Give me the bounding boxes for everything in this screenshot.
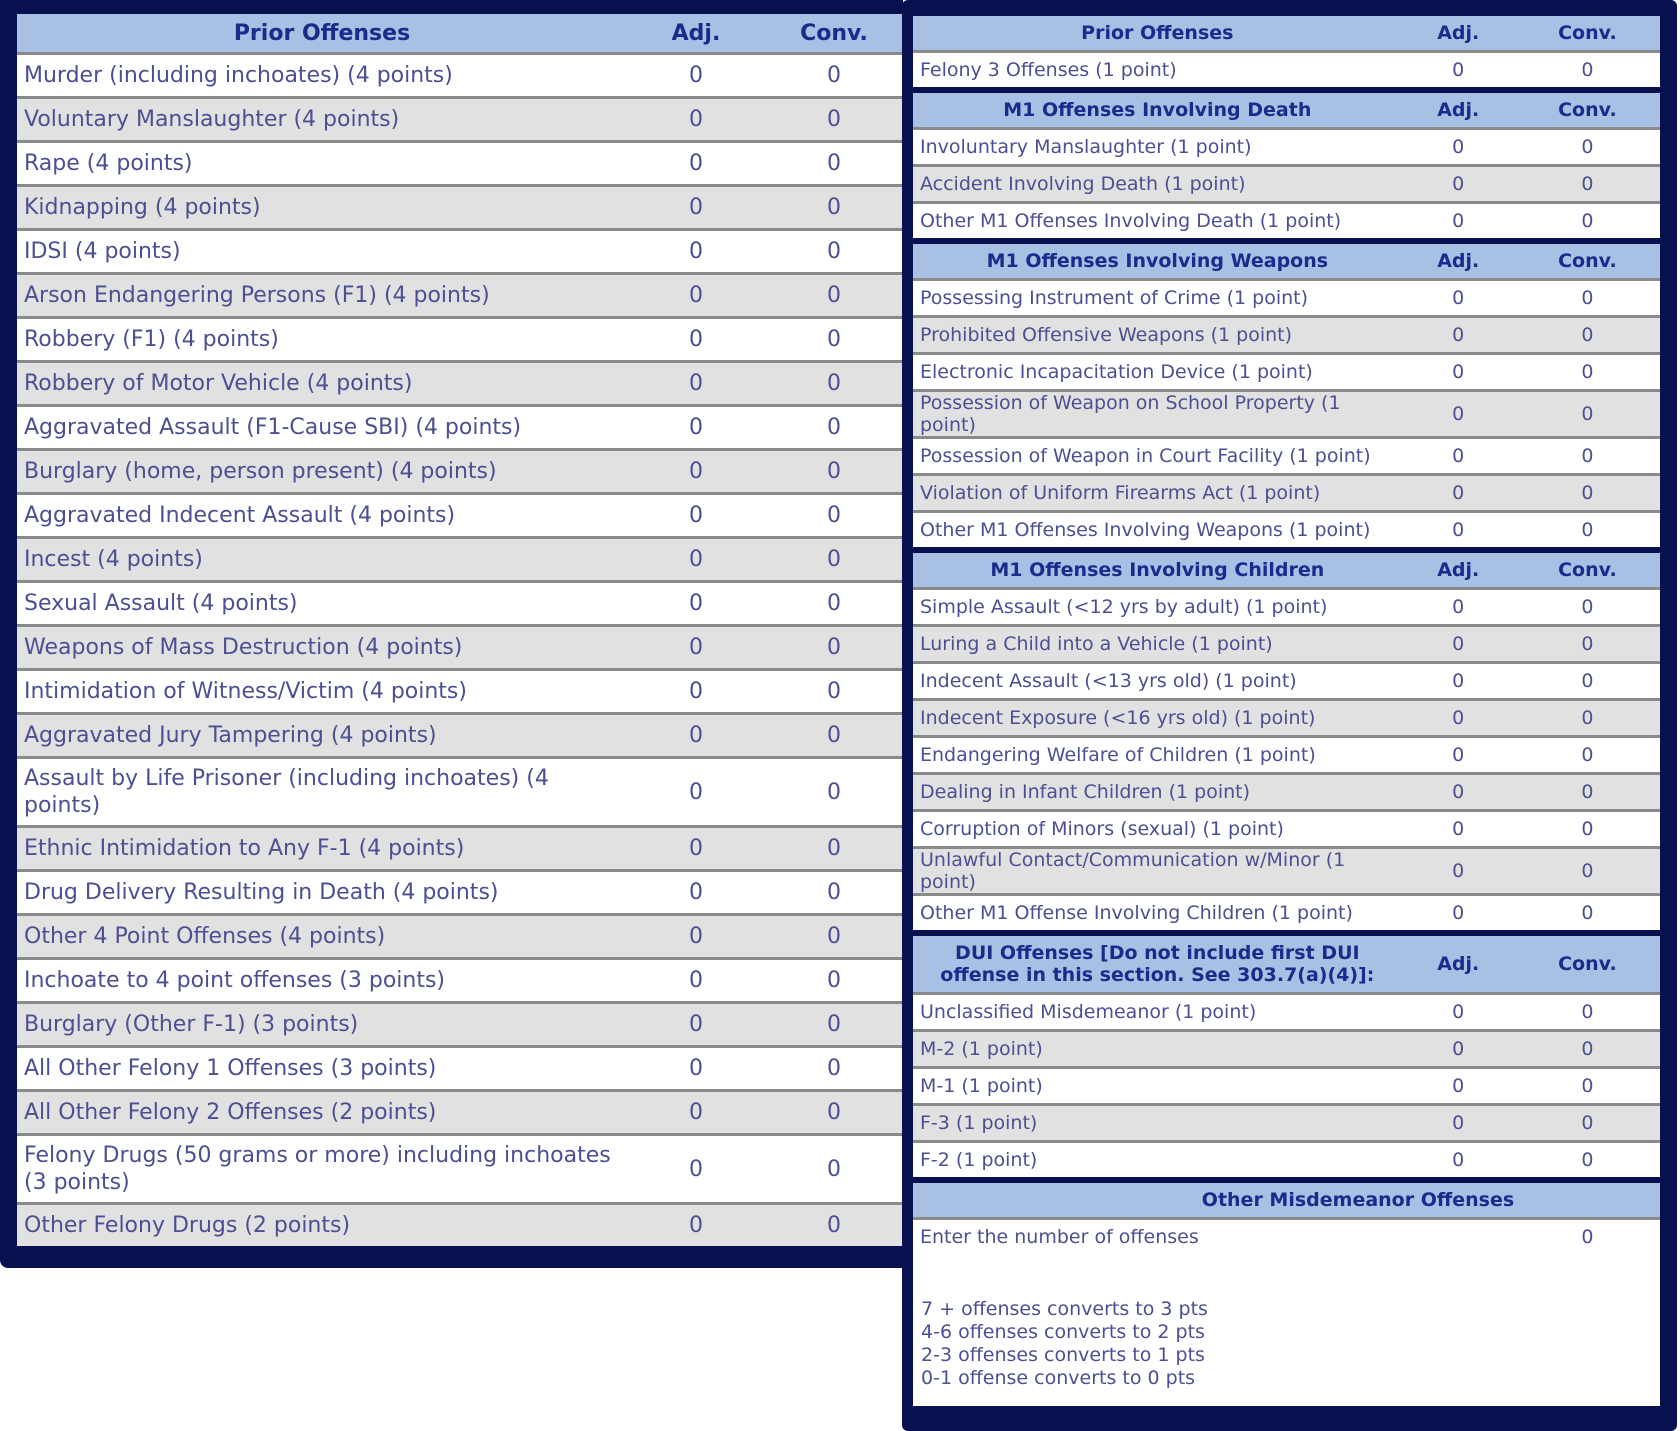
table-row: [913, 475, 1660, 512]
section-header: [913, 16, 1660, 52]
offense-label: Aggravated Assault (F1-Cause SBI) (4 points): [17, 406, 627, 450]
conv-value[interactable]: 0: [765, 714, 903, 758]
table-row: [913, 1068, 1660, 1105]
conv-value[interactable]: 0: [765, 1003, 903, 1047]
adj-value[interactable]: 0: [1402, 512, 1515, 548]
table-row: [17, 54, 903, 98]
conversion-note: 4-6 offenses converts to 2 pts: [921, 1321, 1205, 1343]
table-header: [17, 14, 903, 54]
offense-label: Felony Drugs (50 grams or more) including inchoates (3 points): [17, 1135, 627, 1204]
offense-label: All Other Felony 2 Offenses (2 points): [17, 1091, 627, 1135]
section-header: [913, 1183, 1660, 1219]
offense-label: Possessing Instrument of Crime (1 point): [913, 280, 1402, 317]
table-row: [17, 1047, 903, 1091]
adj-value[interactable]: 0: [1402, 317, 1515, 354]
conv-value[interactable]: 0: [765, 230, 903, 274]
offense-label: Incest (4 points): [17, 538, 627, 582]
adj-value[interactable]: 0: [627, 1091, 765, 1135]
conv-value[interactable]: 0: [765, 54, 903, 98]
left-panel: [0, 0, 903, 1268]
adj-value[interactable]: 0: [1402, 354, 1515, 391]
offense-label: Kidnapping (4 points): [17, 186, 627, 230]
offense-label: Simple Assault (<12 yrs by adult) (1 point): [913, 589, 1402, 626]
conv-value[interactable]: 0: [1515, 52, 1660, 88]
table-row: [913, 166, 1660, 203]
offense-label: Burglary (Other F-1) (3 points): [17, 1003, 627, 1047]
column-header-adj: Adj.: [627, 14, 765, 54]
offense-label: Electronic Incapacitation Device (1 point): [913, 354, 1402, 391]
column-header-offense: Prior Offenses: [17, 14, 627, 54]
adj-value[interactable]: 0: [627, 670, 765, 714]
offense-label: Other Felony Drugs (2 points): [17, 1204, 627, 1247]
section-title: M1 Offenses Involving Children: [913, 553, 1402, 589]
section-prior-offenses: [913, 16, 1660, 93]
offense-label: Unclassified Misdemeanor (1 point): [913, 994, 1402, 1031]
table-row: [17, 274, 903, 318]
offense-label: All Other Felony 1 Offenses (3 points): [17, 1047, 627, 1091]
conv-value[interactable]: 0: [765, 362, 903, 406]
conv-value[interactable]: 0: [1515, 811, 1660, 848]
table-row: [17, 915, 903, 959]
conv-value[interactable]: 0: [765, 1047, 903, 1091]
adj-value[interactable]: 0: [1402, 52, 1515, 88]
section-table: [913, 936, 1660, 1177]
table-row: [17, 494, 903, 538]
section-table: [913, 16, 1660, 87]
conv-value[interactable]: 0: [1515, 280, 1660, 317]
offense-label: Aggravated Indecent Assault (4 points): [17, 494, 627, 538]
adj-value[interactable]: 0: [627, 406, 765, 450]
section-table: [913, 244, 1660, 547]
adj-value[interactable]: 0: [627, 142, 765, 186]
offense-label: Unlawful Contact/Communication w/Minor (1 point): [913, 848, 1402, 895]
column-header-adj: Adj.: [1402, 553, 1515, 589]
offense-label: Possession of Weapon on School Property (1 point): [913, 391, 1402, 438]
adj-value[interactable]: 0: [627, 915, 765, 959]
adj-value[interactable]: 0: [1402, 626, 1515, 663]
adj-value[interactable]: 0: [627, 186, 765, 230]
offense-label: Robbery (F1) (4 points): [17, 318, 627, 362]
conv-value[interactable]: 0: [765, 959, 903, 1003]
table-row: [17, 582, 903, 626]
offense-label: Inchoate to 4 point offenses (3 points): [17, 959, 627, 1003]
adj-value[interactable]: 0: [1402, 589, 1515, 626]
adj-value[interactable]: 0: [627, 54, 765, 98]
column-header-adj: Adj.: [1402, 93, 1515, 129]
table-row: [17, 827, 903, 871]
table-row: [913, 774, 1660, 811]
adj-value[interactable]: 0: [627, 758, 765, 827]
conv-value[interactable]: 0: [1515, 203, 1660, 239]
adj-value[interactable]: 0: [1402, 811, 1515, 848]
conv-value[interactable]: 0: [765, 626, 903, 670]
conv-value[interactable]: 0: [765, 582, 903, 626]
offense-label: M-2 (1 point): [913, 1031, 1402, 1068]
table-row: [17, 670, 903, 714]
table-row: [17, 406, 903, 450]
conv-value[interactable]: 0: [765, 758, 903, 827]
conv-value[interactable]: 0: [765, 274, 903, 318]
conv-value[interactable]: 0: [765, 450, 903, 494]
adj-value[interactable]: 0: [627, 538, 765, 582]
offense-label: F-3 (1 point): [913, 1105, 1402, 1142]
table-row: [913, 811, 1660, 848]
conv-value[interactable]: 0: [1515, 1031, 1660, 1068]
table-row: [17, 98, 903, 142]
adj-value[interactable]: 0: [627, 98, 765, 142]
conv-value[interactable]: 0: [1515, 700, 1660, 737]
table-row: [913, 1031, 1660, 1068]
adj-value[interactable]: 0: [1402, 663, 1515, 700]
table-row: [913, 589, 1660, 626]
adj-value[interactable]: 0: [1402, 129, 1515, 166]
adj-value[interactable]: 0: [1402, 391, 1515, 438]
section-table: [913, 93, 1660, 238]
offense-label: Weapons of Mass Destruction (4 points): [17, 626, 627, 670]
conv-value[interactable]: 0: [765, 318, 903, 362]
table-row: [913, 737, 1660, 774]
conv-value[interactable]: 0: [1515, 391, 1660, 438]
conv-value[interactable]: 0: [765, 186, 903, 230]
conv-value[interactable]: 0: [1515, 1068, 1660, 1105]
table-row: [913, 129, 1660, 166]
conv-value[interactable]: 0: [765, 98, 903, 142]
conv-value[interactable]: 0: [1515, 994, 1660, 1031]
column-header-conv: Conv.: [765, 14, 903, 54]
offense-label: Voluntary Manslaughter (4 points): [17, 98, 627, 142]
table-row: [913, 848, 1660, 895]
offense-label: Felony 3 Offenses (1 point): [913, 52, 1402, 88]
table-row: [17, 230, 903, 274]
table-row: [913, 203, 1660, 239]
table-row: [913, 895, 1660, 931]
adj-value[interactable]: 0: [627, 274, 765, 318]
table-row: [17, 1204, 903, 1247]
adj-value[interactable]: 0: [1402, 895, 1515, 931]
offense-label: Arson Endangering Persons (F1) (4 points): [17, 274, 627, 318]
offense-label: Indecent Exposure (<16 yrs old) (1 point): [913, 700, 1402, 737]
section-header: [913, 244, 1660, 280]
table-row: [17, 538, 903, 582]
column-header-conv: Conv.: [1515, 553, 1660, 589]
table-row: [913, 663, 1660, 700]
column-header-conv: Conv.: [1515, 93, 1660, 129]
conversion-note: 2-3 offenses converts to 1 pts: [921, 1344, 1205, 1366]
adj-value[interactable]: 0: [627, 871, 765, 915]
offense-label: Prohibited Offensive Weapons (1 point): [913, 317, 1402, 354]
adj-value[interactable]: 0: [1402, 1142, 1515, 1178]
section-title: M1 Offenses Involving Weapons: [913, 244, 1402, 280]
conv-value[interactable]: 0: [765, 670, 903, 714]
table-row: [913, 438, 1660, 475]
table-row: [913, 994, 1660, 1031]
adj-value[interactable]: 0: [1402, 203, 1515, 239]
table-row: [17, 362, 903, 406]
adj-value[interactable]: 0: [627, 959, 765, 1003]
adj-value[interactable]: 0: [627, 1204, 765, 1247]
table-row: [17, 142, 903, 186]
column-header-adj: Adj.: [1402, 16, 1515, 52]
conv-value[interactable]: 0: [1515, 317, 1660, 354]
table-row: [17, 626, 903, 670]
conv-value[interactable]: 0: [1515, 166, 1660, 203]
table-row: [913, 626, 1660, 663]
offense-label: Murder (including inchoates) (4 points): [17, 54, 627, 98]
adj-value[interactable]: 0: [627, 494, 765, 538]
offense-label: Accident Involving Death (1 point): [913, 166, 1402, 203]
conv-value[interactable]: 0: [1515, 589, 1660, 626]
column-header-conv: Conv.: [1515, 16, 1660, 52]
adj-value[interactable]: 0: [627, 827, 765, 871]
conv-value[interactable]: 0: [765, 494, 903, 538]
conversion-note: 0-1 offense converts to 0 pts: [921, 1367, 1196, 1389]
section-title: M1 Offenses Involving Death: [913, 93, 1402, 129]
adj-value[interactable]: 0: [627, 1135, 765, 1204]
adj-value[interactable]: 0: [627, 230, 765, 274]
conv-value[interactable]: 0: [1515, 512, 1660, 548]
offense-label: Rape (4 points): [17, 142, 627, 186]
adj-value[interactable]: 0: [627, 318, 765, 362]
adj-value[interactable]: 0: [1402, 774, 1515, 811]
right-panel: [902, 0, 1677, 1431]
adj-value[interactable]: 0: [1402, 1068, 1515, 1105]
conv-value[interactable]: 0: [765, 915, 903, 959]
adj-value[interactable]: 0: [1402, 280, 1515, 317]
offense-label: Corruption of Minors (sexual) (1 point): [913, 811, 1402, 848]
section-m1-offenses-involving-children: [913, 553, 1660, 936]
section-table: [913, 1183, 1660, 1254]
table-row: [17, 186, 903, 230]
table-row: [913, 1105, 1660, 1142]
table-row: [17, 1091, 903, 1135]
offense-label: Indecent Assault (<13 yrs old) (1 point): [913, 663, 1402, 700]
offense-label: Aggravated Jury Tampering (4 points): [17, 714, 627, 758]
conv-value[interactable]: 0: [1515, 1142, 1660, 1178]
adj-value[interactable]: 0: [1402, 166, 1515, 203]
offense-label: Ethnic Intimidation to Any F-1 (4 points): [17, 827, 627, 871]
offense-label: Other M1 Offenses Involving Weapons (1 point): [913, 512, 1402, 548]
adj-value[interactable]: 0: [627, 362, 765, 406]
offense-label: Sexual Assault (4 points): [17, 582, 627, 626]
conv-value[interactable]: 0: [765, 406, 903, 450]
table-row: [17, 318, 903, 362]
conv-value[interactable]: 0: [765, 871, 903, 915]
offense-label: Involuntary Manslaughter (1 point): [913, 129, 1402, 166]
offense-label: Dealing in Infant Children (1 point): [913, 774, 1402, 811]
offense-label: Luring a Child into a Vehicle (1 point): [913, 626, 1402, 663]
table-row: [17, 1003, 903, 1047]
offense-label: M-1 (1 point): [913, 1068, 1402, 1105]
adj-value[interactable]: 0: [627, 626, 765, 670]
table-row: [913, 317, 1660, 354]
column-header-adj: Adj.: [1402, 936, 1515, 994]
column-header-conv: Conv.: [1515, 936, 1660, 994]
conv-value[interactable]: 0: [1515, 438, 1660, 475]
adj-value[interactable]: 0: [627, 714, 765, 758]
offense-label: Robbery of Motor Vehicle (4 points): [17, 362, 627, 406]
section-title: Prior Offenses: [913, 16, 1402, 52]
conv-value[interactable]: 0: [1515, 848, 1660, 895]
table-row: [17, 758, 903, 827]
adj-value[interactable]: 0: [1402, 1031, 1515, 1068]
section-m1-offenses-involving-death: [913, 93, 1660, 244]
adj-value[interactable]: 0: [627, 1047, 765, 1091]
conv-value[interactable]: 0: [1515, 129, 1660, 166]
offense-label: Other 4 Point Offenses (4 points): [17, 915, 627, 959]
conv-value[interactable]: 0: [1515, 737, 1660, 774]
conv-value[interactable]: 0: [765, 1204, 903, 1247]
conv-value[interactable]: 0: [765, 538, 903, 582]
offense-label: F-2 (1 point): [913, 1142, 1402, 1178]
conv-value[interactable]: 0: [765, 827, 903, 871]
section-header: [913, 93, 1660, 129]
conv-value[interactable]: 0: [1515, 663, 1660, 700]
adj-value[interactable]: 0: [1402, 475, 1515, 512]
conversion-notes: [913, 1254, 1660, 1406]
adj-value[interactable]: 0: [1402, 994, 1515, 1031]
offense-label: Violation of Uniform Firearms Act (1 point): [913, 475, 1402, 512]
table-row: [913, 280, 1660, 317]
section-table: [913, 553, 1660, 930]
conv-value[interactable]: 0: [765, 1091, 903, 1135]
table-row: [17, 1135, 903, 1204]
offense-label: Drug Delivery Resulting in Death (4 points): [17, 871, 627, 915]
section-title: DUI Offenses [Do not include first DUI offense in this section. See 303.7(a)(4)]:: [913, 936, 1402, 994]
offense-label: IDSI (4 points): [17, 230, 627, 274]
adj-value[interactable]: 0: [1402, 438, 1515, 475]
conv-value[interactable]: 0: [765, 1135, 903, 1204]
conversion-note: 7 + offenses converts to 3 pts: [921, 1298, 1208, 1320]
offense-label: Assault by Life Prisoner (including inchoates) (4 points): [17, 758, 627, 827]
table-row: [913, 512, 1660, 548]
table-row: [913, 700, 1660, 737]
adj-value[interactable]: 0: [627, 1003, 765, 1047]
table-row: [913, 391, 1660, 438]
adj-value[interactable]: 0: [1402, 700, 1515, 737]
section-m1-offenses-involving-weapons: [913, 244, 1660, 553]
conv-value[interactable]: 0: [1515, 1105, 1660, 1142]
table-row: [913, 52, 1660, 88]
conv-value[interactable]: 0: [1515, 354, 1660, 391]
offense-label: Intimidation of Witness/Victim (4 points): [17, 670, 627, 714]
section-header: [913, 553, 1660, 589]
offense-count-label: Enter the number of offenses: [913, 1219, 1515, 1255]
offense-label: Other M1 Offense Involving Children (1 point): [913, 895, 1402, 931]
section-other-misdemeanor-offenses: [913, 1183, 1660, 1406]
conv-value[interactable]: 0: [1515, 475, 1660, 512]
adj-value[interactable]: 0: [627, 582, 765, 626]
offense-label: Other M1 Offenses Involving Death (1 point): [913, 203, 1402, 239]
conv-value[interactable]: 0: [1515, 626, 1660, 663]
column-header-conv: Conv.: [1515, 244, 1660, 280]
offense-label: Endangering Welfare of Children (1 point): [913, 737, 1402, 774]
table-row: [17, 959, 903, 1003]
offense-label: Possession of Weapon in Court Facility (1 point): [913, 438, 1402, 475]
column-header-adj: Adj.: [1402, 244, 1515, 280]
section-dui-offenses-do-not-include-first-dui-offense-in-t: [913, 936, 1660, 1183]
offense-count-input[interactable]: 0: [1515, 1219, 1660, 1255]
conv-value[interactable]: 0: [1515, 774, 1660, 811]
adj-value[interactable]: 0: [1402, 1105, 1515, 1142]
table-row: [17, 714, 903, 758]
table-row: [913, 1219, 1660, 1255]
adj-value[interactable]: 0: [1402, 848, 1515, 895]
conv-value[interactable]: 0: [765, 142, 903, 186]
table-row: [17, 450, 903, 494]
adj-value[interactable]: 0: [627, 450, 765, 494]
offense-label: Burglary (home, person present) (4 points): [17, 450, 627, 494]
table-row: [17, 871, 903, 915]
adj-value[interactable]: 0: [1402, 737, 1515, 774]
table-row: [913, 1142, 1660, 1178]
conv-value[interactable]: 0: [1515, 895, 1660, 931]
table-row: [913, 354, 1660, 391]
section-header: [913, 936, 1660, 994]
section-title: Other Misdemeanor Offenses: [913, 1183, 1660, 1219]
prior-offenses-table: [17, 14, 903, 1246]
